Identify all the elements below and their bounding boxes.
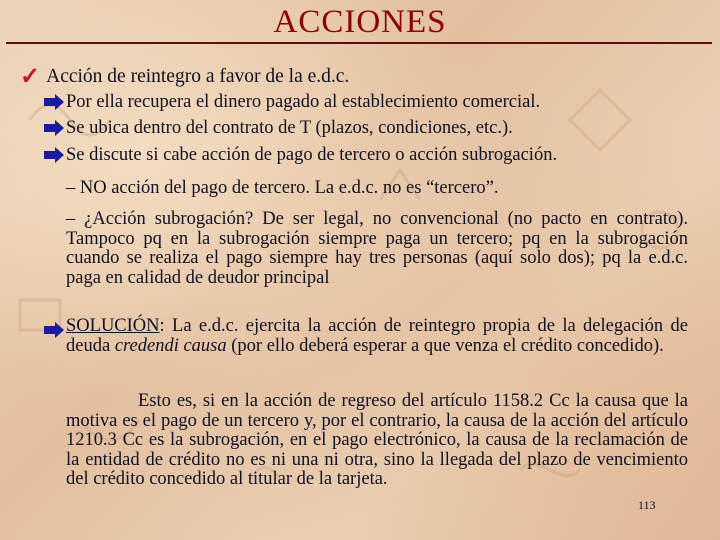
section-heading-text: Acción de reintegro a favor de la e.d.c. — [46, 66, 350, 87]
bullet-text: Se discute si cabe acción de pago de tercero o acción subrogación. — [66, 145, 558, 165]
solution-label: SOLUCIÓN — [66, 316, 160, 336]
dash-point-tercero: – NO acción del pago de tercero. La e.d.c. no es “tercero”. — [66, 178, 499, 198]
right-arrow-icon — [44, 147, 64, 163]
solution-text-end: (por ello deberá esperar a que venza el crédito concedido). — [226, 335, 664, 356]
conclusion-paragraph: Esto es, si en la acción de regreso del artículo 1158.2 Cc la causa que la motiva es el pago de un tercero y, por el contrario, la causa de la acción del artículo 1210.3 Cc es la subrogación, en el pago electrónico, la causa de la reclamación de la entidad de crédito no es ni una ni otra, sino la llegada del plazo de vencimiento del crédito concedido al titular de la tarjeta. — [66, 391, 688, 489]
solution-paragraph — [66, 317, 688, 356]
dash-point-subrogacion: – ¿Acción subrogación? De ser legal, no convencional (no pacto en contrato). Tampoco pq en la subrogación siempre paga un tercero; pq en la subrogación cuando se realiza el pago siempre hay tres personas (aquí solo dos); pq la e.d.c. paga en calidad de deudor principal — [66, 209, 688, 288]
solution-text: : La e.d.c. ejercita la acción de reintegro propia de la delegación de deuda — [66, 316, 688, 356]
bullet-text: Por ella recupera el dinero pagado al establecimiento comercial. — [66, 92, 541, 112]
title-divider — [6, 42, 712, 44]
checkmark-icon: ✓ — [20, 64, 41, 90]
page-title: ACCIONES — [273, 4, 447, 40]
page-number: 113 — [638, 498, 656, 512]
right-arrow-icon — [44, 322, 64, 338]
right-arrow-icon — [44, 94, 64, 110]
right-arrow-icon — [44, 120, 64, 136]
section-heading — [20, 60, 349, 89]
bullet-text: Se ubica dentro del contrato de T (plazos, condiciones, etc.). — [66, 118, 513, 138]
solution-italic-term: credendi causa — [114, 335, 227, 356]
